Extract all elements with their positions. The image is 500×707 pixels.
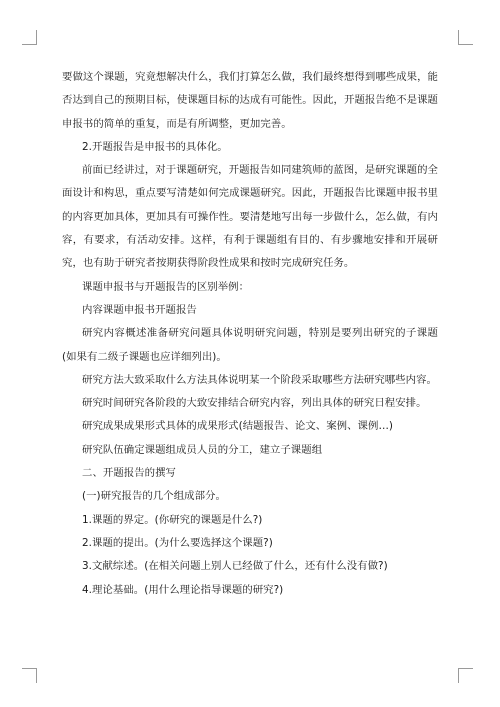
list-item: 2.课题的提出。(为什么要选择这个课题?) bbox=[82, 536, 273, 549]
crop-mark-top-right bbox=[458, 30, 473, 45]
list-item: 3.文献综述。(在相关问题上别人已经做了什么，还有什么没有做?) bbox=[82, 560, 388, 573]
paragraph: 课题申报书与开题报告的区别举例： bbox=[82, 280, 250, 293]
paragraph: 研究内容概述准备研究问题具体说明研究问题，特别是要列出研究的子课题(如果有二级子课题也应详细列出)。 bbox=[62, 327, 438, 363]
paragraph: 研究方法大致采取什么方法具体说明某一个阶段采取哪些方法研究哪些内容。 bbox=[82, 373, 437, 386]
section-heading: 二、开题报告的撰写 bbox=[82, 467, 176, 480]
crop-mark-bottom-right bbox=[458, 668, 473, 683]
paragraph: 前面已经讲过，对于课题研究，开题报告如同建筑师的蓝图，是研究课题的全面设计和构思，重点要写清楚如何完成课题研究。因此，开题报告比课题申报书里的内容更加具体，更加具有可操作性。要清楚地写出每一步做什么，怎么做，有内容，有要求，有活动安排。这样，有利于课题组有目的、有步骤地安排和开展研究，也有助于研究者按期获得阶段性成果和按时完成研究任务。 bbox=[62, 164, 438, 270]
paragraph: 内容课题申报书开题报告 bbox=[82, 303, 197, 316]
paragraph: 2.开题报告是申报书的具体化。 bbox=[82, 140, 228, 153]
list-item: 4.理论基础。(用什么理论指导课题的研究?) bbox=[82, 583, 284, 596]
crop-mark-bottom-left bbox=[22, 668, 37, 683]
subsection-heading: (一)研究报告的几个组成部分。 bbox=[82, 490, 226, 503]
paragraph: 研究成果成果形式具体的成果形式(结题报告、论文、案例、课例…) bbox=[82, 420, 393, 433]
paragraph: 研究队伍确定课题组成员人员的分工，建立子课题组 bbox=[82, 443, 323, 456]
document-body bbox=[62, 66, 438, 602]
paragraph: 研究时间研究各阶段的大致安排结合研究内容，列出具体的研究日程安排。 bbox=[82, 397, 427, 410]
crop-mark-top-left bbox=[22, 30, 37, 45]
list-item: 1.课题的界定。(你研究的课题是什么?) bbox=[82, 513, 263, 526]
paragraph: 要做这个课题，究竟想解决什么，我们打算怎么做，我们最终想得到哪些成果，能否达到自己的预期目标，使课题目标的达成有可能性。因此，开题报告绝不是课题申报书的简单的重复，而是有所调整，更加完善。 bbox=[62, 71, 438, 130]
